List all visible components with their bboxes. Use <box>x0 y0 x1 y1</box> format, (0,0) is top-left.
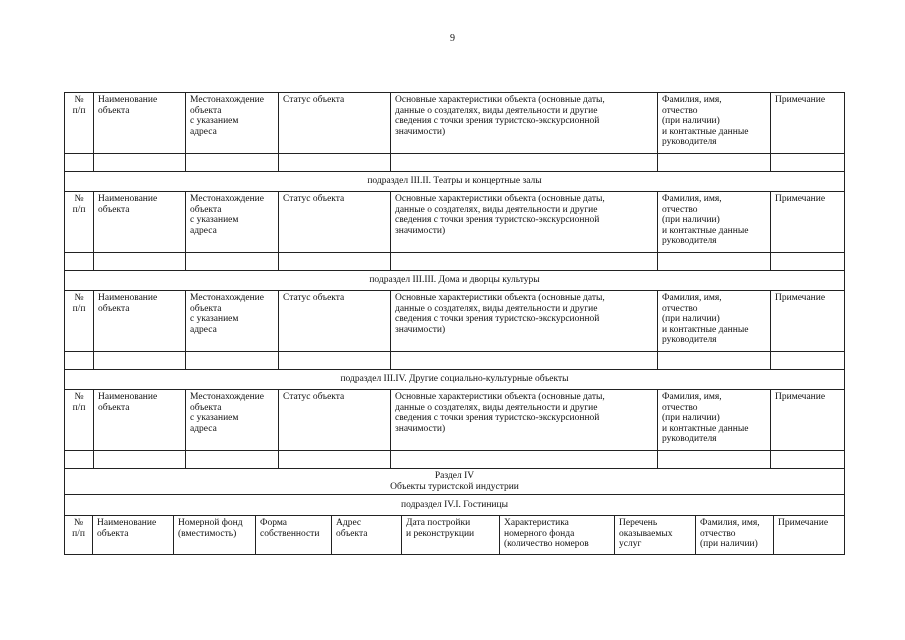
col-room-fund-header: Номерной фонд (вместимость) <box>174 516 256 555</box>
col-characteristics-header: Основные характеристики объекта (основные даты, данные о создателях, виды деятельности и другие сведения с точки зрения туристско-экскурсионной значимости) <box>391 291 658 352</box>
table-header-row <box>65 93 845 154</box>
table-row <box>65 451 845 469</box>
table-cell <box>279 154 391 172</box>
col-name-header: Наименование объекта <box>94 390 186 451</box>
col-person-header: Фамилия, имя, отчество (при наличии) и контактные данные руководителя <box>658 93 771 154</box>
table-cell <box>658 253 771 271</box>
table-cell <box>391 352 658 370</box>
col-person-header: Фамилия, имя, отчество (при наличии) и контактные данные руководителя <box>658 390 771 451</box>
col-ownership-header: Форма собственности <box>256 516 332 555</box>
table-cell <box>658 352 771 370</box>
col-status-header: Статус объекта <box>279 291 391 352</box>
col-status-header: Статус объекта <box>279 192 391 253</box>
col-address-header: Адрес объекта <box>332 516 402 555</box>
col-location-header: Местонахождение объекта с указанием адреса <box>186 93 279 154</box>
table-cell <box>94 253 186 271</box>
col-name-header: Наименование объекта <box>94 291 186 352</box>
col-note-header: Примечание <box>771 291 845 352</box>
hotels-header-row <box>65 516 845 555</box>
table-cell <box>94 154 186 172</box>
col-status-header: Статус объекта <box>279 390 391 451</box>
subsection-row <box>65 271 845 291</box>
section-row <box>65 469 845 495</box>
section-title-line: Раздел IV <box>434 471 475 481</box>
col-num-header: № п/п <box>65 93 94 154</box>
col-room-characteristics-header: Характеристика номерного фонда (количество номеров <box>500 516 615 555</box>
col-build-date-header: Дата постройки и реконструкции <box>402 516 500 555</box>
table-cell <box>771 253 845 271</box>
col-characteristics-header: Основные характеристики объекта (основные даты, данные о создателях, виды деятельности и другие сведения с точки зрения туристско-экскурсионной значимости) <box>391 93 658 154</box>
col-note-header: Примечание <box>771 192 845 253</box>
table-cell <box>65 253 94 271</box>
table-header-row <box>65 390 845 451</box>
table-cell <box>94 451 186 469</box>
table-header-row <box>65 291 845 352</box>
col-name-header: Наименование объекта <box>93 516 174 555</box>
table-cell <box>186 352 279 370</box>
table-cell <box>279 253 391 271</box>
col-name-header: Наименование объекта <box>94 93 186 154</box>
section-subtitle-line: Объекты туристской индустрии <box>390 481 519 492</box>
table-row <box>65 154 845 172</box>
col-characteristics-header: Основные характеристики объекта (основные даты, данные о создателях, виды деятельности и другие сведения с точки зрения туристско-экскурсионной значимости) <box>391 192 658 253</box>
table-cell <box>65 352 94 370</box>
objects-table <box>64 92 845 516</box>
hotels-table <box>64 515 845 555</box>
subsection-row <box>65 172 845 192</box>
subsection-title: подраздел IV.I. Гостиницы <box>65 495 845 516</box>
table-cell <box>279 352 391 370</box>
col-note-header: Примечание <box>771 93 845 154</box>
table-cell <box>771 451 845 469</box>
table-cell <box>94 352 186 370</box>
table-row <box>65 253 845 271</box>
table-cell <box>658 451 771 469</box>
subsection-title: подраздел III.III. Дома и дворцы культуры <box>65 271 845 291</box>
subsection-title: подраздел III.IV. Другие социально-культурные объекты <box>65 370 845 390</box>
table-cell <box>186 154 279 172</box>
col-status-header: Статус объекта <box>279 93 391 154</box>
table-row <box>65 352 845 370</box>
table-cell <box>658 154 771 172</box>
subsection-title: подраздел III.II. Театры и концертные залы <box>65 172 845 192</box>
section-title <box>65 469 845 495</box>
table-cell <box>186 451 279 469</box>
col-services-header: Перечень оказываемых услуг <box>615 516 696 555</box>
col-location-header: Местонахождение объекта с указанием адреса <box>186 390 279 451</box>
table-cell <box>391 253 658 271</box>
table-cell <box>391 451 658 469</box>
col-num-header: № п/п <box>65 192 94 253</box>
table-cell <box>771 352 845 370</box>
subsection-row <box>65 495 845 516</box>
table-cell <box>391 154 658 172</box>
table-cell <box>65 451 94 469</box>
table-cell <box>771 154 845 172</box>
subsection-row <box>65 370 845 390</box>
document-table-area <box>64 92 844 555</box>
col-note-header: Примечание <box>774 516 845 555</box>
col-characteristics-header: Основные характеристики объекта (основные даты, данные о создателях, виды деятельности и другие сведения с точки зрения туристско-экскурсионной значимости) <box>391 390 658 451</box>
col-name-header: Наименование объекта <box>94 192 186 253</box>
table-cell <box>65 154 94 172</box>
page-number: 9 <box>450 33 455 44</box>
col-person-header: Фамилия, имя, отчество (при наличии) и контактные данные руководителя <box>658 291 771 352</box>
col-note-header: Примечание <box>771 390 845 451</box>
table-cell <box>186 253 279 271</box>
col-location-header: Местонахождение объекта с указанием адреса <box>186 192 279 253</box>
col-num-header: № п/п <box>65 390 94 451</box>
col-person-header: Фамилия, имя, отчество (при наличии) и контактные данные руководителя <box>658 192 771 253</box>
col-location-header: Местонахождение объекта с указанием адреса <box>186 291 279 352</box>
col-num-header: № п/п <box>65 291 94 352</box>
col-person-header: Фамилия, имя, отчество (при наличии) <box>696 516 774 555</box>
col-num-header: № п/п <box>65 516 93 555</box>
table-header-row <box>65 192 845 253</box>
table-cell <box>279 451 391 469</box>
